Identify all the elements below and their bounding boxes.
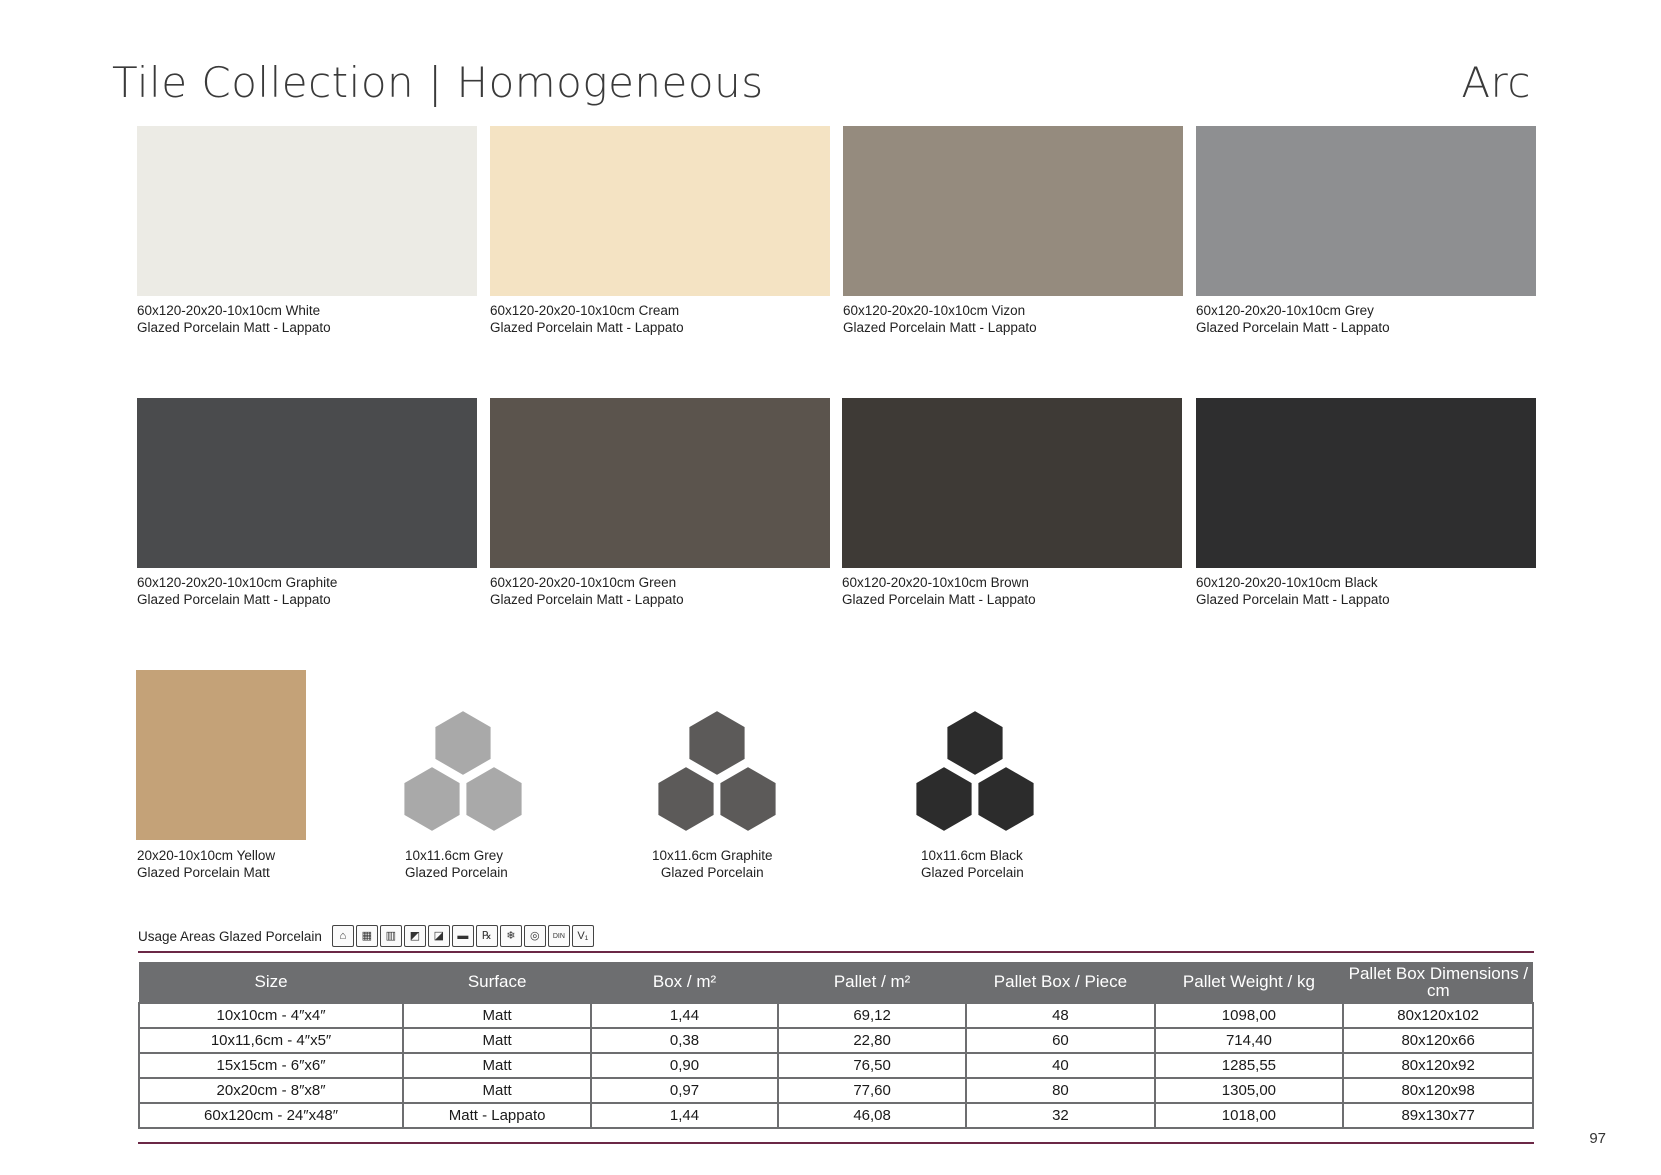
tile-caption-white: 60x120-20x20-10x10cm White Glazed Porcelain Matt - Lappato [137,303,331,335]
usage-icons [332,925,594,947]
cell-pallet-m2: 76,50 [778,1053,966,1078]
indoor-wall-icon: ◩ [404,925,426,947]
table-header-row [139,962,1533,1003]
cell-pallet-box-piece: 48 [966,1003,1154,1028]
cell-box-m2: 1,44 [591,1003,778,1028]
cell-pallet-m2: 22,80 [778,1028,966,1053]
cell-pallet-box-piece: 80 [966,1078,1154,1103]
tile-caption-vizon: 60x120-20x20-10x10cm Vizon Glazed Porcelain Matt - Lappato [843,303,1037,335]
cell-pallet-dimensions: 80x120x66 [1343,1028,1533,1053]
slip-resistance-icon: ℞ [476,925,498,947]
cell-pallet-box-piece: 60 [966,1028,1154,1053]
tile-caption-black: 60x120-20x20-10x10cm Black Glazed Porcelain Matt - Lappato [1196,575,1390,607]
tile-swatch-cream [490,126,830,296]
tile-swatch-grey [1196,126,1536,296]
table-row [139,1078,1533,1103]
col-box-m2: Box / m² [591,962,778,1003]
tile-caption-yellow: 20x20-10x10cm Yellow Glazed Porcelain Matt [137,848,276,880]
top-divider [138,951,1534,953]
cell-size: 10x10cm - 4″x4″ [139,1003,403,1028]
usage-areas [138,925,594,947]
cell-box-m2: 1,44 [591,1103,778,1128]
tile-caption-green: 60x120-20x20-10x10cm Green Glazed Porcelain Matt - Lappato [490,575,684,607]
cell-surface: Matt - Lappato [403,1103,591,1128]
series-name: Arc [1461,58,1531,107]
cell-size: 60x120cm - 24″x48″ [139,1103,403,1128]
kitchen-icon: ▦ [356,925,378,947]
hexagon-piece [719,766,776,832]
cell-pallet-weight: 1305,00 [1155,1078,1344,1103]
tile-swatch-vizon [843,126,1183,296]
hexagon-piece [915,766,972,832]
col-pallet-box-piece: Pallet Box / Piece [966,962,1154,1003]
cell-pallet-m2: 77,60 [778,1078,966,1103]
cell-surface: Matt [403,1078,591,1103]
cell-surface: Matt [403,1003,591,1028]
house-icon: ⌂ [332,925,354,947]
page-title: Tile Collection | Homogeneous [112,58,764,107]
floor-icon: ▬ [452,925,474,947]
cell-pallet-dimensions: 80x120x92 [1343,1053,1533,1078]
tile-caption-grey: 60x120-20x20-10x10cm Grey Glazed Porcelain Matt - Lappato [1196,303,1390,335]
cell-size: 10x11,6cm - 4″x5″ [139,1028,403,1053]
frost-resistance-icon: ❄ [500,925,522,947]
table-row [139,1003,1533,1028]
cell-pallet-box-piece: 32 [966,1103,1154,1128]
hexagon-piece [465,766,522,832]
cell-box-m2: 0,38 [591,1028,778,1053]
cell-surface: Matt [403,1053,591,1078]
bottom-divider [138,1142,1534,1144]
cell-pallet-dimensions: 89x130x77 [1343,1103,1533,1128]
cell-surface: Matt [403,1028,591,1053]
chemical-resistance-icon: ◎ [524,925,546,947]
outdoor-wall-icon: ◪ [428,925,450,947]
cell-box-m2: 0,90 [591,1053,778,1078]
cell-pallet-weight: 714,40 [1155,1028,1344,1053]
hexagon-piece [657,766,714,832]
tile-swatch-graphite [137,398,477,568]
page-number: 97 [1589,1130,1606,1147]
col-pallet-m2: Pallet / m² [778,962,966,1003]
cell-box-m2: 0,97 [591,1078,778,1103]
col-size: Size [139,962,403,1003]
usage-label: Usage Areas Glazed Porcelain [138,928,322,944]
cell-pallet-weight: 1098,00 [1155,1003,1344,1028]
hex-caption-black: 10x11.6cm Black Glazed Porcelain [921,848,1024,880]
tile-caption-brown: 60x120-20x20-10x10cm Brown Glazed Porcelain Matt - Lappato [842,575,1036,607]
tile-swatch-brown [842,398,1182,568]
col-pallet-dimensions: Pallet Box Dimensions / cm [1343,962,1533,1003]
col-surface: Surface [403,962,591,1003]
tile-swatch-green [490,398,830,568]
cell-pallet-weight: 1285,55 [1155,1053,1344,1078]
hex-tile-graphite [652,710,782,840]
table-row [139,1053,1533,1078]
bathroom-icon: ▥ [380,925,402,947]
hexagon-piece [688,710,745,776]
spec-table [138,962,1534,1129]
cell-size: 20x20cm - 8″x8″ [139,1078,403,1103]
hex-tile-black [910,710,1040,840]
hex-caption-grey: 10x11.6cm Grey Glazed Porcelain [405,848,508,880]
tile-swatch-white [137,126,477,296]
hex-caption-graphite: 10x11.6cm Graphite Glazed Porcelain [652,848,773,880]
cell-pallet-box-piece: 40 [966,1053,1154,1078]
cell-pallet-dimensions: 80x120x102 [1343,1003,1533,1028]
table-row [139,1028,1533,1053]
tile-swatch-black [1196,398,1536,568]
v1-shade-variation-icon: V₁ [572,925,594,947]
hexagon-piece [977,766,1034,832]
cell-pallet-m2: 69,12 [778,1003,966,1028]
cell-pallet-dimensions: 80x120x98 [1343,1078,1533,1103]
col-pallet-weight: Pallet Weight / kg [1155,962,1344,1003]
cell-pallet-weight: 1018,00 [1155,1103,1344,1128]
cell-size: 15x15cm - 6″x6″ [139,1053,403,1078]
tile-caption-graphite: 60x120-20x20-10x10cm Graphite Glazed Porcelain Matt - Lappato [137,575,338,607]
hexagon-piece [434,710,491,776]
tile-caption-cream: 60x120-20x20-10x10cm Cream Glazed Porcelain Matt - Lappato [490,303,684,335]
din-icon: DIN [548,925,570,947]
hexagon-piece [403,766,460,832]
tile-swatch-yellow [136,670,306,840]
table-row [139,1103,1533,1128]
hex-tile-grey [398,710,528,840]
hexagon-piece [946,710,1003,776]
cell-pallet-m2: 46,08 [778,1103,966,1128]
